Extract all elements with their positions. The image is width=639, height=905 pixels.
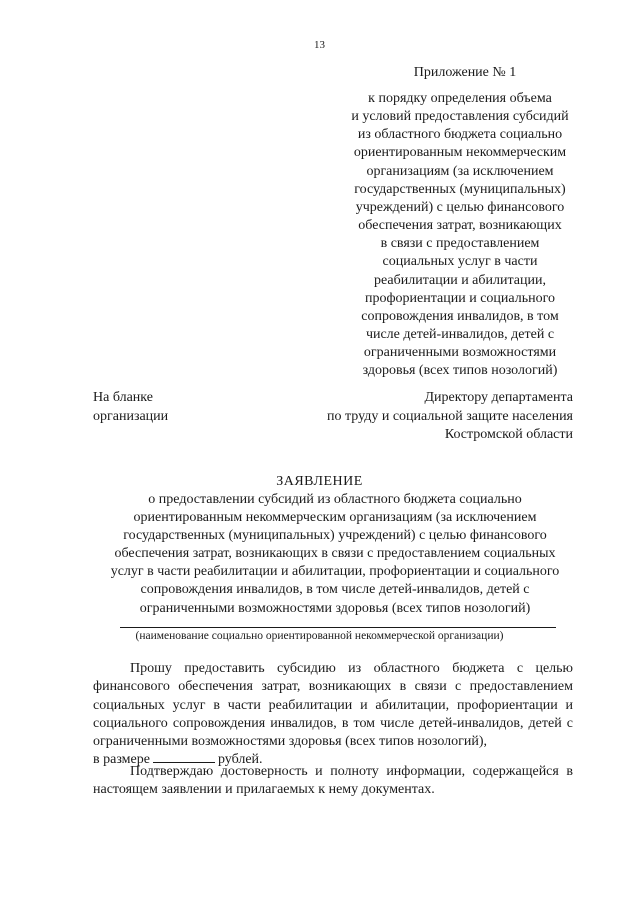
appendix-line: из областного бюджета социально — [357, 127, 563, 143]
statement-subject — [95, 491, 575, 618]
request-paragraph — [93, 660, 573, 770]
appendix-line: организациям (за исключением — [366, 163, 554, 179]
addressee-line: по труду и социальной защите населения — [327, 408, 573, 424]
appendix-line: социальных услуг в части — [382, 254, 538, 270]
organization-name-line[interactable] — [120, 627, 556, 628]
amount-blank-field[interactable] — [153, 751, 215, 763]
addressee-block — [280, 389, 573, 445]
appendix-line: ограниченными возможностями — [363, 345, 557, 361]
appendix-line: сопровождения инвалидов, в том — [361, 308, 559, 324]
statement-subject-line: услуг в части реабилитации и абилитации, профориентации и социального — [110, 564, 560, 580]
statement-subject-line: ориентированным некоммерческим организациям (за исключением — [133, 510, 537, 526]
appendix-line: здоровья (всех типов нозологий) — [362, 363, 558, 379]
statement-subject-line: сопровождения инвалидов, в том числе детей-инвалидов, детей с — [140, 582, 530, 598]
amount-prefix: в размере — [93, 752, 150, 768]
request-text: Прошу предоставить субсидию из областного бюджета с целью финансового обеспечения затрат, возникающих в связи с предоставлением социальных услуг в части реабилитации и абилитации, профориентации и социального сопровождения инвалидов, в том числе детей-инвалидов, детей с ограниченными возможностями здоровья (всех типов нозологий), — [93, 661, 573, 750]
statement-subject-line: обеспечения затрат, возникающих в связи с предоставлением социальных — [114, 546, 556, 562]
addressee-line: Костромской области — [444, 427, 573, 442]
statement-subject-line: государственных (муниципальных) учреждений) с целью финансового — [123, 528, 547, 544]
appendix-line: к порядку определения объема — [368, 91, 552, 106]
confirmation-paragraph — [93, 763, 573, 800]
addressee-line: Директору департамента — [424, 390, 573, 405]
statement-subject-line: ограниченными возможностями здоровья (всех типов нозологий) — [139, 600, 531, 616]
letterhead-line: На бланке — [93, 390, 153, 405]
letterhead-note — [93, 389, 168, 426]
appendix-line: профориентации и социального — [364, 290, 556, 306]
page-number: 13 — [314, 39, 325, 51]
appendix-line: государственных (муниципальных) — [354, 181, 566, 197]
amount-suffix: рублей. — [217, 752, 263, 768]
appendix-line: реабилитации и абилитации, — [374, 272, 546, 288]
appendix-title: Приложение № 1 — [413, 65, 517, 80]
statement-title: ЗАЯВЛЕНИЕ — [276, 474, 363, 489]
appendix-line: и условий предоставления субсидий — [351, 109, 569, 125]
statement-subject-line: о предоставлении субсидий из областного бюджета социально — [148, 492, 522, 507]
appendix-reference — [325, 90, 595, 381]
appendix-line: обеспечения затрат, возникающих — [358, 218, 562, 234]
appendix-line: ориентированным некоммерческим — [353, 145, 567, 161]
appendix-line: учреждений) с целью финансового — [355, 199, 565, 215]
appendix-line: числе детей-инвалидов, детей с — [365, 327, 555, 343]
confirmation-text: Подтверждаю достоверность и полноту информации, содержащейся в настоящем заявлении и прилагаемых к нему документах. — [93, 764, 573, 798]
appendix-line: в связи с предоставлением — [380, 236, 540, 252]
letterhead-line: организации — [93, 408, 169, 424]
organization-name-caption: (наименование социально ориентированной некоммерческой организации) — [135, 630, 504, 642]
